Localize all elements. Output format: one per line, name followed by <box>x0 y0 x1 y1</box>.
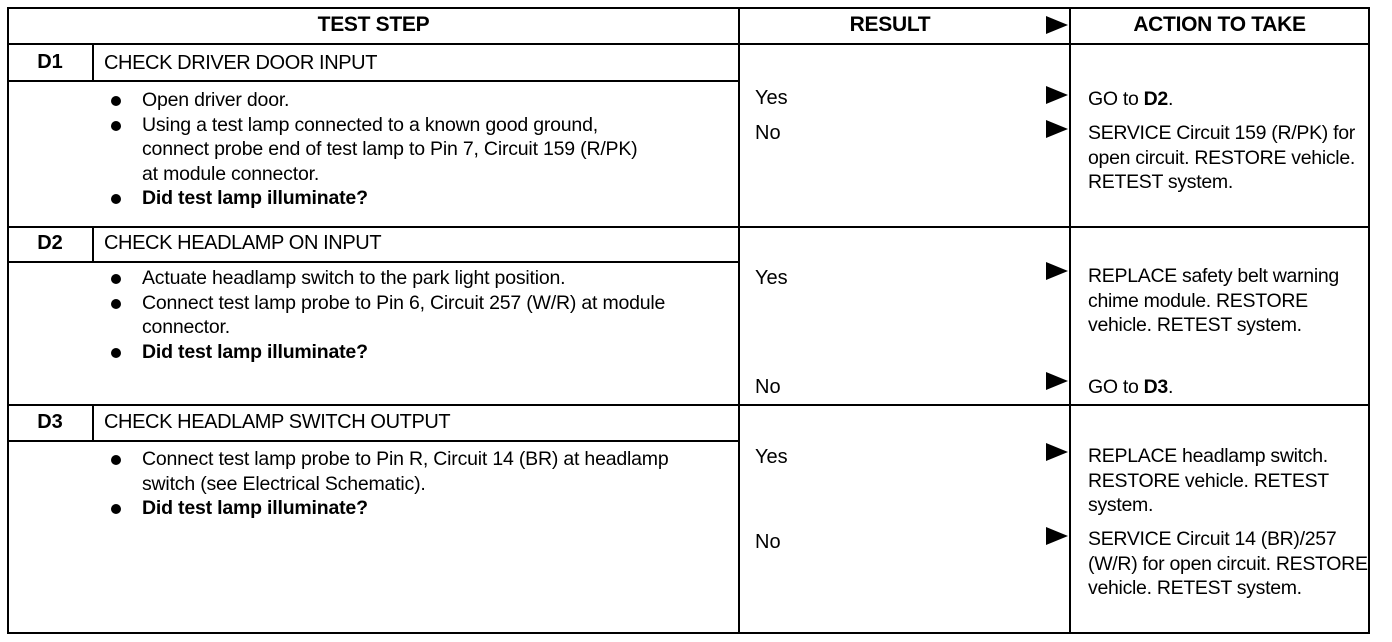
result-yes-d1: Yes <box>755 87 788 109</box>
action-d2-no: GO to D3. <box>1088 376 1174 398</box>
d3-id-divider <box>92 404 94 442</box>
result-no-d1: No <box>755 122 781 144</box>
d2-d3-divider <box>7 404 1370 406</box>
result-no-d2: No <box>755 376 781 398</box>
bullet-item: Did test lamp illuminate? <box>104 496 724 521</box>
d1-d2-divider <box>7 226 1370 228</box>
arrow-icon <box>1046 527 1068 545</box>
action-d2-yes: REPLACE safety belt warning chime module. RESTORE vehicle. RETEST system. <box>1088 265 1339 336</box>
step-bullets-d2 <box>104 266 724 364</box>
bullet-item: Connect test lamp probe to Pin 6, Circuit 257 (W/R) at module connector. <box>104 291 702 340</box>
header-arrow-icon <box>1046 16 1068 34</box>
action-d1-no: SERVICE Circuit 159 (R/PK) for open circuit. RESTORE vehicle. RETEST system. <box>1088 122 1355 193</box>
arrow-icon <box>1046 372 1068 390</box>
action-d3-yes: REPLACE headlamp switch. RESTORE vehicle. RETEST system. <box>1088 445 1329 516</box>
step-id-d3: D3 <box>37 411 63 433</box>
arrow-icon <box>1046 86 1068 104</box>
step-title-d1: CHECK DRIVER DOOR INPUT <box>104 52 378 74</box>
result-yes-d3: Yes <box>755 446 788 468</box>
result-no-d3: No <box>755 531 781 553</box>
d3-title-divider <box>7 440 740 442</box>
arrow-icon <box>1046 443 1068 461</box>
d2-id-divider <box>92 226 94 263</box>
step-bullets-d1 <box>104 88 724 211</box>
table-left-border <box>7 7 9 634</box>
bullet-item: Open driver door. <box>104 88 724 113</box>
header-test-step: TEST STEP <box>317 13 430 36</box>
bullet-item: Actuate headlamp switch to the park light position. <box>104 266 724 291</box>
d2-title-divider <box>7 261 740 263</box>
result-yes-d2: Yes <box>755 267 788 289</box>
header-result: RESULT <box>849 13 931 36</box>
bullet-item: Using a test lamp connected to a known good ground, connect probe end of test lamp to Pin 7, Circuit 159 (R/PK) at module connector. <box>104 113 652 187</box>
d1-title-divider <box>7 80 740 82</box>
arrow-icon <box>1046 120 1068 138</box>
arrow-icon <box>1046 262 1068 280</box>
step-title-d2: CHECK HEADLAMP ON INPUT <box>104 232 382 254</box>
bullet-item: Connect test lamp probe to Pin R, Circuit 14 (BR) at headlamp switch (see Electrical Schematic). <box>104 447 712 496</box>
result-column-divider <box>738 7 740 634</box>
d1-id-divider <box>92 43 94 82</box>
bullet-item: Did test lamp illuminate? <box>104 186 724 211</box>
action-d3-no: SERVICE Circuit 14 (BR)/257 (W/R) for open circuit. RESTORE vehicle. RETEST system. <box>1088 528 1368 599</box>
table-bottom-border <box>7 632 1370 634</box>
step-id-d2: D2 <box>37 232 63 254</box>
action-d1-yes: GO to D2. <box>1088 88 1174 110</box>
step-bullets-d3 <box>104 447 724 521</box>
step-title-d3: CHECK HEADLAMP SWITCH OUTPUT <box>104 411 451 433</box>
header-action: ACTION TO TAKE <box>1133 13 1306 36</box>
header-bottom-border <box>7 43 1370 45</box>
bullet-item: Did test lamp illuminate? <box>104 340 724 365</box>
action-column-divider <box>1069 7 1071 634</box>
step-id-d1: D1 <box>37 51 63 73</box>
